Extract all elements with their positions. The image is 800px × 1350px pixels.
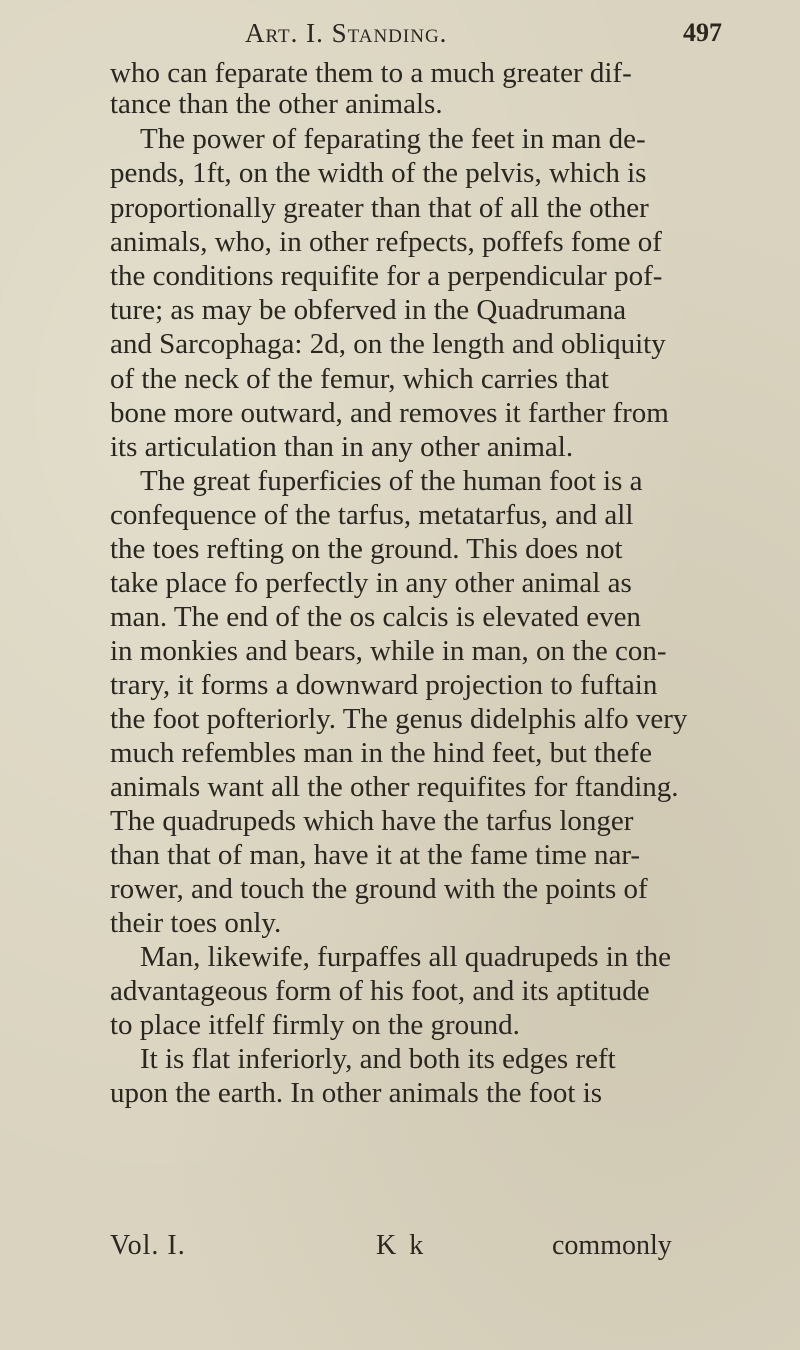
text-line: take place fo perfectly in any other animal as [110, 567, 632, 599]
text-line: much refembles man in the hind feet, but thefe [110, 737, 652, 769]
text-line: their toes only. [110, 907, 282, 939]
text-line: in monkies and bears, while in man, on the con- [110, 635, 667, 667]
text-line: and Sarcophaga: 2d, on the length and obliquity [110, 328, 666, 360]
text-line: trary, it forms a downward projection to fuftain [110, 669, 658, 701]
text-line: ture; as may be obferved in the Quadrumana [110, 294, 627, 326]
text-line: The power of feparating the feet in man de- [140, 123, 646, 155]
text-line: The great fuperficies of the human foot is a [140, 465, 643, 497]
text-line: than that of man, have it at the fame time nar- [110, 839, 641, 871]
text-line: confequence of the tarfus, metatarfus, and all [110, 499, 634, 531]
text-line: animals want all the other requifites for ftanding. [110, 771, 679, 803]
page-number: 497 [683, 18, 722, 47]
text-line: to place itfelf firmly on the ground. [110, 1009, 520, 1041]
text-line: the conditions requifite for a perpendicular pof- [110, 260, 663, 292]
text-line: The quadrupeds which have the tarfus longer [110, 805, 634, 837]
text-line: animals, who, in other refpects, poffefs fome of [110, 226, 662, 258]
text-line: man. The end of the os calcis is elevated even [110, 601, 641, 633]
text-line: rower, and touch the ground with the points of [110, 873, 648, 905]
text-line: pends, 1ft, on the width of the pelvis, which is [110, 157, 647, 189]
text-line: proportionally greater than that of all the other [110, 192, 649, 224]
text-line: tance than the other animals. [110, 88, 443, 120]
text-line: the foot pofteriorly. The genus didelphis alfo very [110, 703, 688, 735]
text-line: of the neck of the femur, which carries that [110, 363, 609, 395]
catchword: commonly [552, 1230, 672, 1261]
text-line: Man, likewife, furpaffes all quadrupeds in the [140, 941, 671, 973]
text-line: It is flat inferiorly, and both its edges reft [140, 1043, 616, 1075]
volume-mark: Vol. I. [110, 1230, 186, 1261]
text-line: advantageous form of his foot, and its aptitude [110, 975, 650, 1007]
text-line: who can feparate them to a much greater dif- [110, 57, 632, 89]
running-head [0, 12, 800, 52]
signature-mark: K k [376, 1230, 427, 1261]
running-title: Art. I. Standing. [245, 18, 448, 48]
text-line: its articulation than in any other animal. [110, 431, 574, 463]
page-footer [0, 1230, 800, 1266]
text-line: upon the earth. In other animals the foot is [110, 1077, 603, 1109]
text-line: the toes refting on the ground. This does not [110, 533, 623, 565]
text-line: bone more outward, and removes it farther from [110, 397, 669, 429]
